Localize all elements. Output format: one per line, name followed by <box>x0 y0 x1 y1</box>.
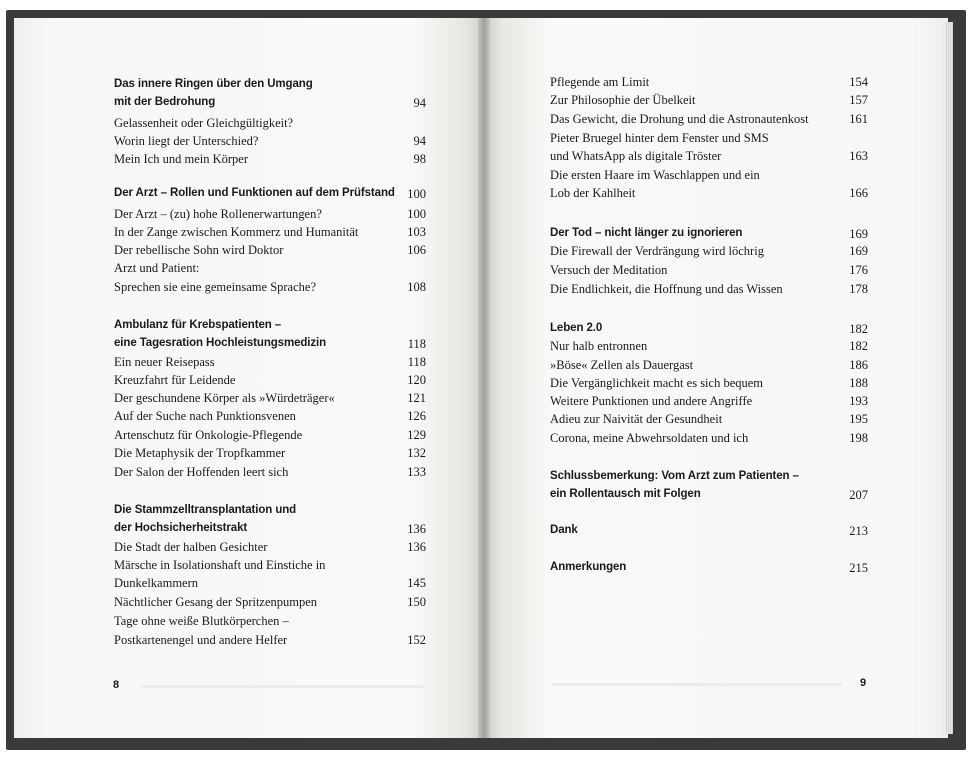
toc-entry: Die ersten Haare im Waschlappen und ein <box>550 168 760 182</box>
toc-page-number: 129 <box>407 428 426 442</box>
toc-entry: Die Endlichkeit, die Hoffnung und das Wissen <box>550 282 783 296</box>
toc-entry: Weitere Punktionen und andere Angriffe <box>550 394 753 408</box>
toc-entry: Auf der Suche nach Punktionsvenen <box>114 409 296 423</box>
toc-page-number: 176 <box>849 263 868 277</box>
toc-heading: Die Stammzelltransplantation und <box>114 504 297 516</box>
toc-page-number: 154 <box>849 75 868 89</box>
toc-heading: Schlussbemerkung: Vom Arzt zum Patienten – <box>550 470 799 482</box>
toc-entry: Die Vergänglichkeit macht es sich bequem <box>550 376 764 390</box>
toc-entry: Der Arzt – (zu) hohe Rollenerwartungen? <box>114 207 322 221</box>
toc-page-number: 213 <box>849 524 868 538</box>
toc-entry: Versuch der Meditation <box>550 263 668 277</box>
toc-page-number: 126 <box>407 409 426 423</box>
toc-page-number: 161 <box>849 112 868 126</box>
toc-heading: Der Tod – nicht länger zu ignorieren <box>550 227 743 239</box>
toc-entry: »Böse« Zellen als Dauergast <box>550 358 694 372</box>
toc-entry: Adieu zur Naivität der Gesundheit <box>550 412 723 426</box>
toc-heading: Leben 2.0 <box>550 322 603 334</box>
page-edges <box>945 22 953 734</box>
toc-entry: Arzt und Patient: <box>114 261 200 275</box>
toc-page-number: 133 <box>407 465 426 479</box>
toc-page-number: 198 <box>849 431 868 445</box>
toc-page-number: 207 <box>849 488 868 502</box>
toc-entry: Postkartenengel und andere Helfer <box>114 633 288 647</box>
toc-page-number: 108 <box>407 280 426 294</box>
toc-entry: Die Firewall der Verdrängung wird löchrig <box>550 244 764 258</box>
toc-entry: Der geschundene Körper als »Würdeträger« <box>114 391 335 405</box>
toc-page-number: 178 <box>849 282 868 296</box>
right-footer-rule <box>552 683 842 686</box>
toc-page-number: 163 <box>849 149 868 163</box>
toc-heading: Das innere Ringen über den Umgang <box>114 78 313 90</box>
toc-heading: mit der Bedrohung <box>114 96 216 108</box>
toc-page-number: 150 <box>407 595 426 609</box>
toc-entry: Märsche in Isolationshaft und Einstiche in <box>114 558 326 572</box>
toc-entry: Mein Ich und mein Körper <box>114 152 248 166</box>
toc-heading: eine Tagesration Hochleistungsmedizin <box>114 337 327 349</box>
toc-entry: Pieter Bruegel hinter dem Fenster und SMS <box>550 131 769 145</box>
toc-heading: Anmerkungen <box>550 561 627 573</box>
toc-entry: Kreuzfahrt für Leidende <box>114 373 236 387</box>
toc-entry: Artenschutz für Onkologie-Pflegende <box>114 428 303 442</box>
toc-entry: Ein neuer Reisepass <box>114 355 215 369</box>
toc-page-number: 186 <box>849 358 868 372</box>
toc-entry: Sprechen sie eine gemeinsame Sprache? <box>114 280 316 294</box>
toc-page-number: 100 <box>407 207 426 221</box>
left-footer-rule <box>140 685 425 688</box>
toc-entry: Der Salon der Hoffenden leert sich <box>114 465 289 479</box>
toc-page-number: 132 <box>407 446 426 460</box>
toc-page-number: 215 <box>849 561 868 575</box>
toc-heading: Der Arzt – Rollen und Funktionen auf dem Prüfstand <box>114 187 395 199</box>
left-page-number: 8 <box>113 679 120 691</box>
toc-page-number: 121 <box>407 391 426 405</box>
toc-heading: der Hochsicherheitstrakt <box>114 522 248 534</box>
toc-entry: Die Stadt der halben Gesichter <box>114 540 268 554</box>
toc-page-number: 157 <box>849 93 868 107</box>
toc-page-number: 94 <box>413 96 426 110</box>
toc-page-number: 193 <box>849 394 868 408</box>
toc-page-number: 100 <box>407 187 426 201</box>
toc-entry: Das Gewicht, die Drohung und die Astronautenkost <box>550 112 809 126</box>
toc-entry: Die Metaphysik der Tropfkammer <box>114 446 286 460</box>
toc-page-number: 136 <box>407 522 426 536</box>
toc-page-number: 98 <box>413 152 426 166</box>
toc-page-number: 169 <box>849 227 868 241</box>
toc-page-number: 94 <box>413 134 426 148</box>
toc-page-number: 182 <box>849 322 868 336</box>
toc-entry: Corona, meine Abwehrsoldaten und ich <box>550 431 749 445</box>
toc-entry: Nächtlicher Gesang der Spritzenpumpen <box>114 595 318 609</box>
toc-page-number: 182 <box>849 339 868 353</box>
toc-page-number: 166 <box>849 186 868 200</box>
toc-page-number: 106 <box>407 243 426 257</box>
toc-page-number: 152 <box>407 633 426 647</box>
toc-entry: Der rebellische Sohn wird Doktor <box>114 243 284 257</box>
toc-entry: und WhatsApp als digitale Tröster <box>550 149 722 163</box>
toc-page-number: 145 <box>407 576 426 590</box>
toc-entry: Dunkelkammern <box>114 576 199 590</box>
toc-page-number: 118 <box>407 355 426 369</box>
toc-page-number: 169 <box>849 244 868 258</box>
toc-page-number: 120 <box>407 373 426 387</box>
toc-entry: Pflegende am Limit <box>550 75 650 89</box>
toc-heading: Dank <box>550 524 578 536</box>
toc-page-number: 103 <box>407 225 426 239</box>
toc-heading: Ambulanz für Krebspatienten – <box>114 319 282 331</box>
toc-entry: In der Zange zwischen Kommerz und Humanität <box>114 225 359 239</box>
toc-entry: Worin liegt der Unterschied? <box>114 134 259 148</box>
toc-page-number: 118 <box>407 337 426 351</box>
toc-entry: Zur Philosophie der Übelkeit <box>550 93 696 107</box>
toc-page-number: 136 <box>407 540 426 554</box>
toc-entry: Tage ohne weiße Blutkörperchen – <box>114 614 289 628</box>
book-gutter <box>478 18 490 738</box>
toc-heading: ein Rollentausch mit Folgen <box>550 488 701 500</box>
toc-entry: Lob der Kahlheit <box>550 186 636 200</box>
right-page-number: 9 <box>860 677 867 689</box>
toc-entry: Nur halb entronnen <box>550 339 648 353</box>
toc-entry: Gelassenheit oder Gleichgültigkeit? <box>114 116 294 130</box>
toc-page-number: 188 <box>849 376 868 390</box>
toc-page-number: 195 <box>849 412 868 426</box>
